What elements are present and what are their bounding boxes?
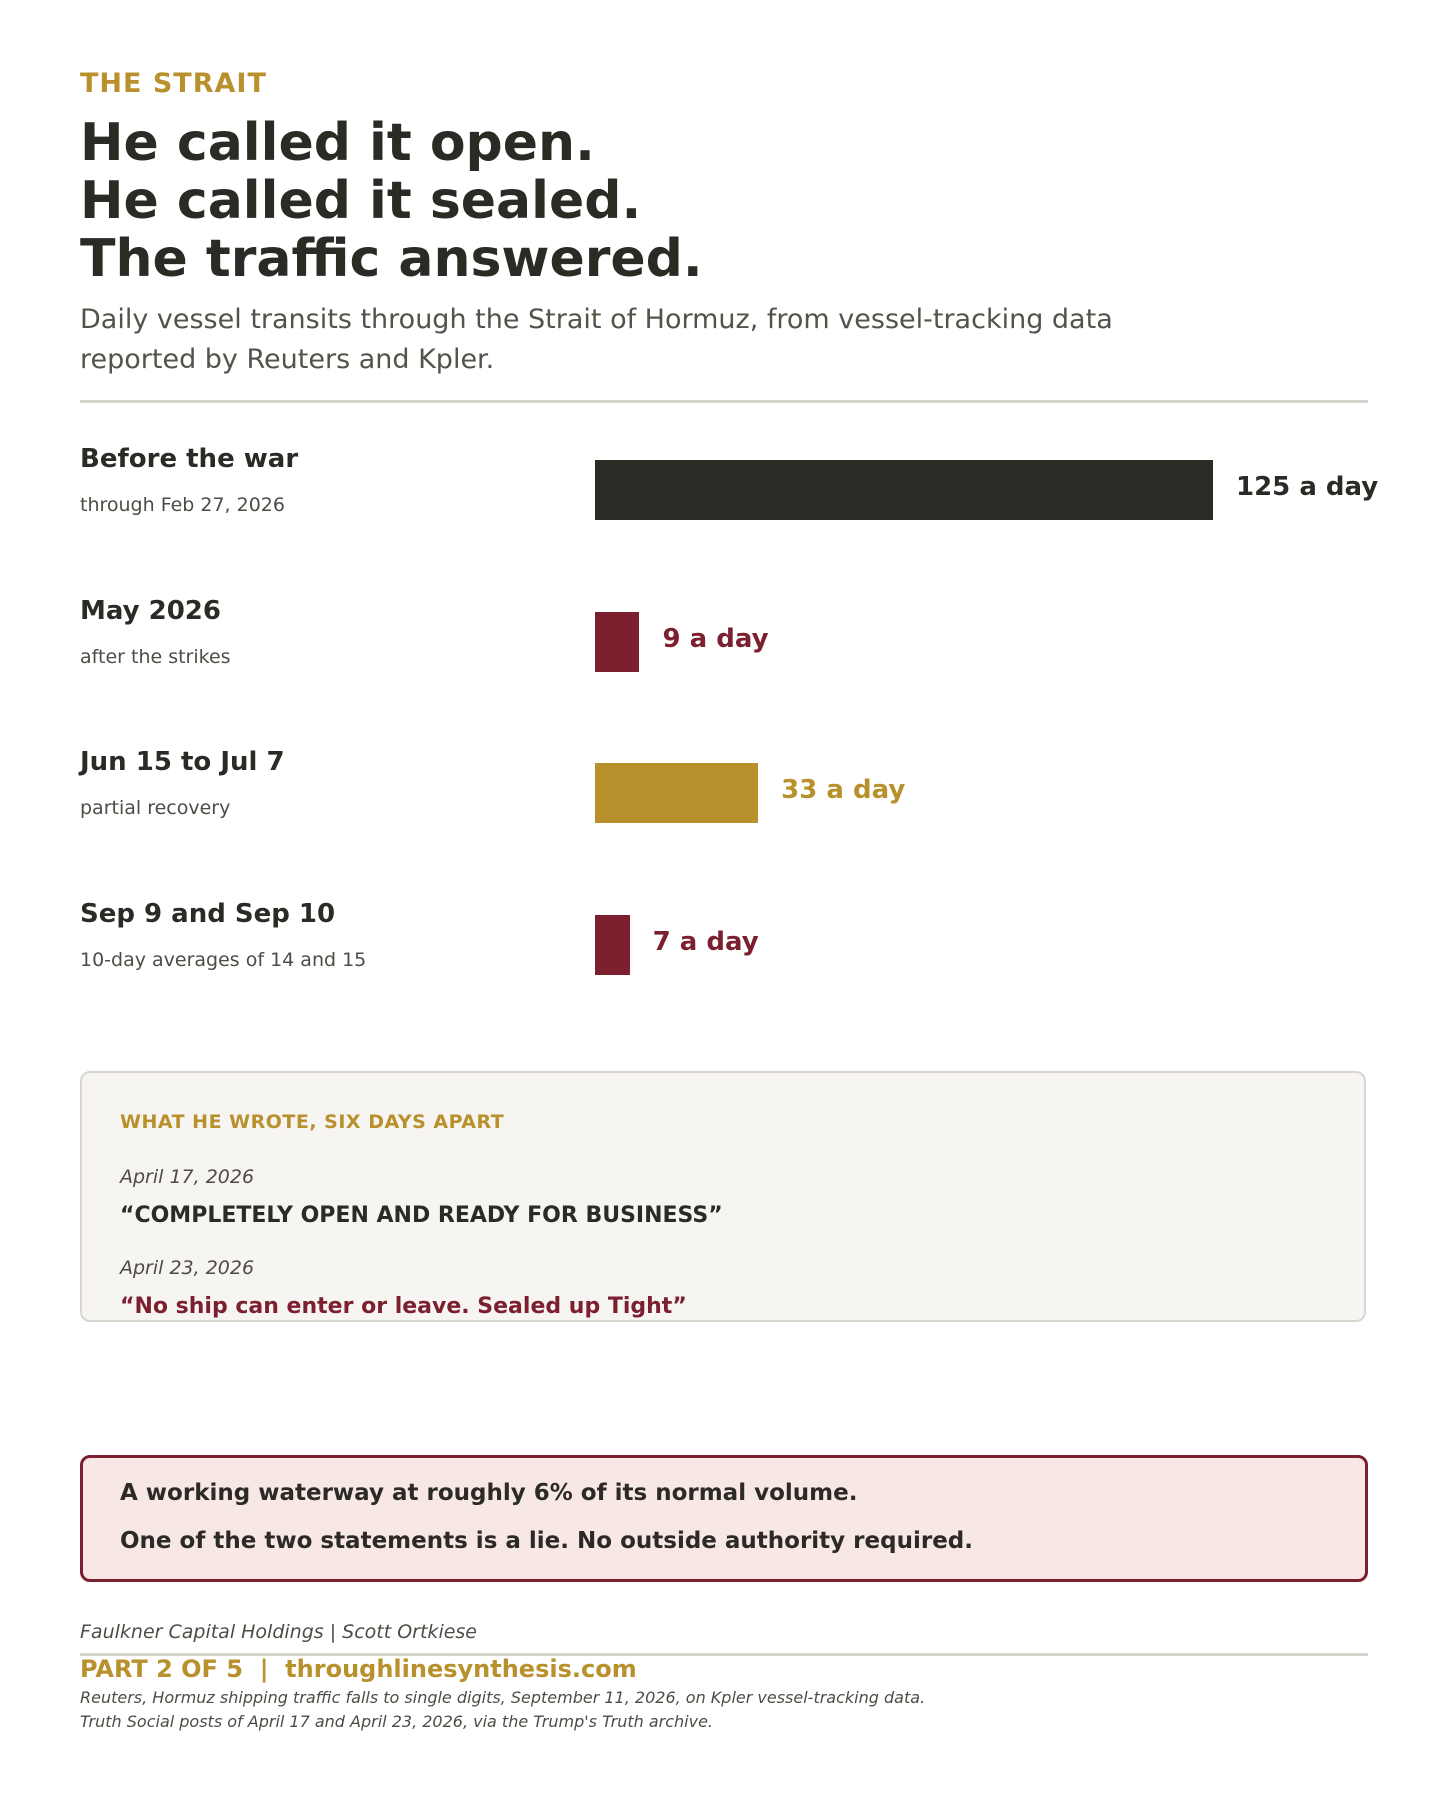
divider	[80, 400, 1368, 403]
bar-value-label: 9 a day	[662, 624, 769, 654]
headline-line: The traffic answered.	[80, 229, 703, 289]
row-label: Sep 9 and Sep 10	[80, 899, 336, 929]
callout-line: One of the two statements is a lie. No outside authority required.	[120, 1528, 973, 1554]
quote-box	[80, 1071, 1366, 1322]
headline-line: He called it open.	[80, 113, 595, 173]
credit-line: Faulkner Capital Holdings | Scott Ortkiese	[80, 1621, 477, 1643]
series-line: PART 2 OF 5 | throughlinesynthesis.com	[80, 1655, 637, 1683]
callout-line: A working waterway at roughly 6% of its normal volume.	[120, 1480, 858, 1506]
subtitle: Daily vessel transits through the Strait of Hormuz, from vessel-tracking data reported by Reuters and Kpler.	[80, 304, 1113, 375]
row-label: May 2026	[80, 596, 221, 626]
row-sublabel: partial recovery	[80, 797, 231, 819]
quote-date: April 17, 2026	[120, 1166, 255, 1188]
row-sublabel: 10-day averages of 14 and 15	[80, 949, 367, 971]
callout-box	[80, 1455, 1368, 1582]
quote-heading: WHAT HE WROTE, SIX DAYS APART	[120, 1111, 505, 1133]
bar	[595, 915, 630, 975]
bar-value-label: 7 a day	[652, 927, 759, 957]
bar-value-label: 33 a day	[781, 775, 906, 805]
bar	[595, 763, 758, 823]
bar	[595, 612, 639, 672]
headline	[80, 114, 1340, 288]
headline-line: He called it sealed.	[80, 171, 642, 231]
source-note: Truth Social posts of April 17 and April 23, 2026, via the Trump's Truth archive.	[80, 1712, 713, 1731]
row-label: Jun 15 to Jul 7	[80, 747, 285, 777]
quote-text: “COMPLETELY OPEN AND READY FOR BUSINESS”	[120, 1203, 723, 1228]
source-note: Reuters, Hormuz shipping traffic falls to single digits, September 11, 2026, on Kpler vessel-tracking data.	[80, 1688, 926, 1707]
quote-text: “No ship can enter or leave. Sealed up Tight”	[120, 1294, 687, 1319]
row-sublabel: after the strikes	[80, 646, 231, 668]
row-sublabel: through Feb 27, 2026	[80, 494, 285, 516]
bar-value-label: 125 a day	[1236, 472, 1379, 502]
kicker: THE STRAIT	[80, 68, 267, 99]
quote-date: April 23, 2026	[120, 1257, 255, 1279]
bar	[595, 460, 1213, 520]
row-label: Before the war	[80, 444, 299, 474]
